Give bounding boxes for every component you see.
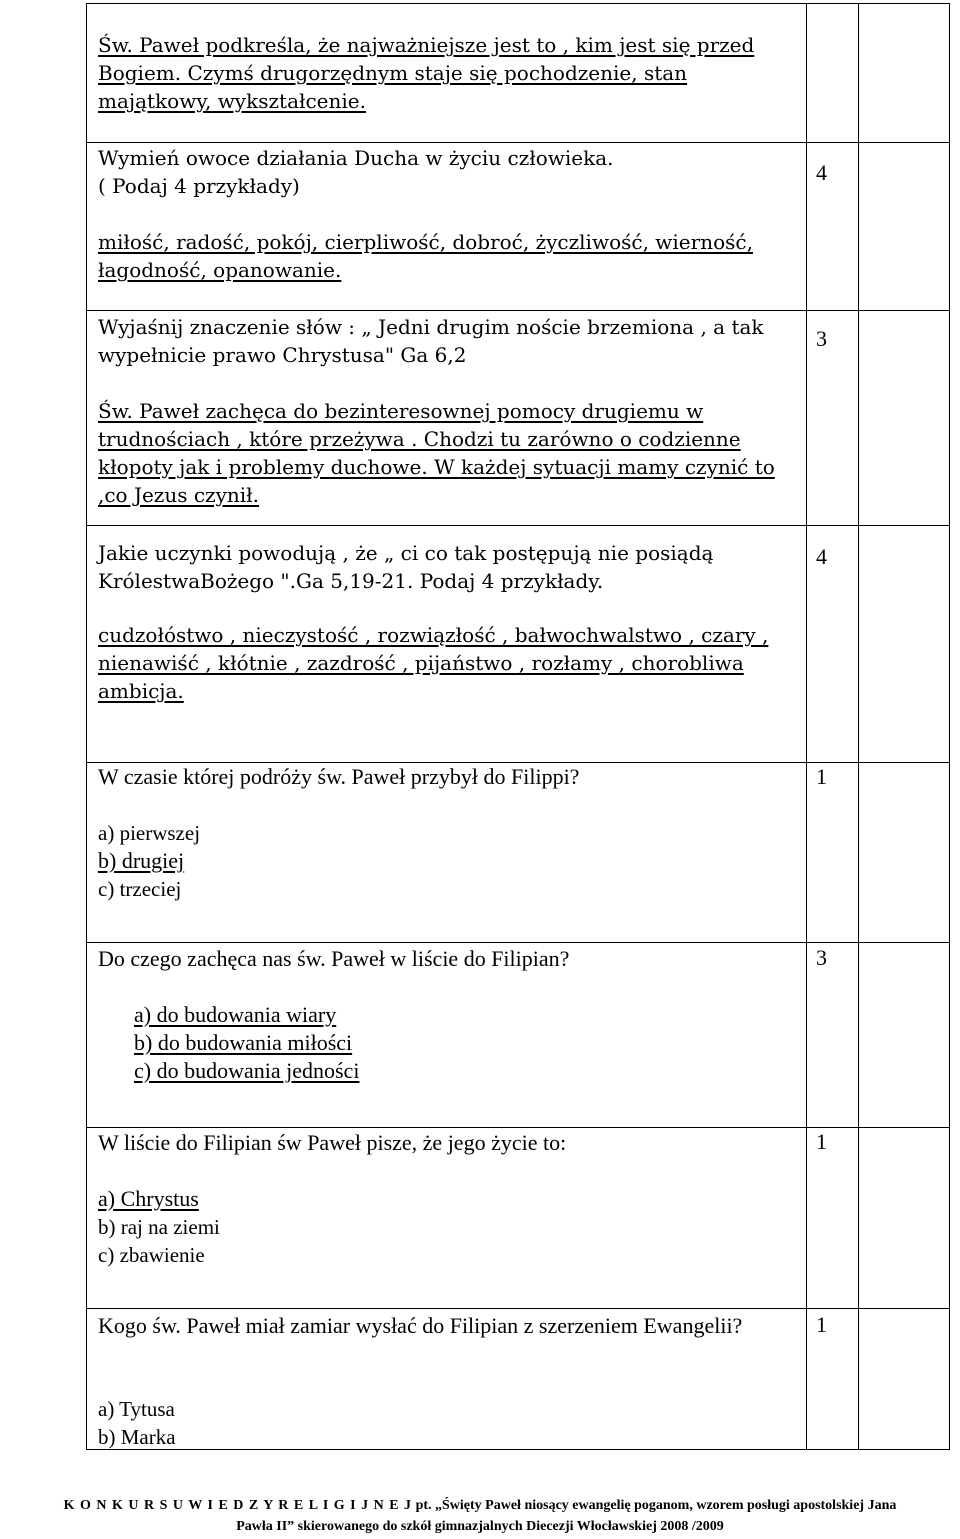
options-list: [98, 1395, 798, 1451]
options-list: [98, 1001, 834, 1085]
option-c: c) trzeciej: [98, 877, 182, 901]
answer-text: Św. Paweł zachęca do bezinteresownej pomocy drugiemu w trudnościach , które przeżywa . Chodzi tu zarówno o codzienne kłopoty jak i problemy duchowe. W każdej sytuacji mamy czynić to ,co Jezus czynił.: [98, 399, 775, 507]
points-value: 4: [816, 544, 827, 569]
row-divider: [86, 3, 950, 4]
footer-contest-name: K O N K U R S U W I E D Z Y R E L I G I J N E J: [63, 1498, 413, 1513]
row-divider: [86, 1308, 950, 1309]
answer-text: Św. Paweł podkreśla, że najważniejsze jest to , kim jest się przed Bogiem. Czymś drugorzędnym staje się pochodzenie, stan majątkowy, wykształcenie.: [98, 33, 755, 113]
option-a-correct: a) do budowania wiary: [134, 1002, 337, 1027]
row-divider: [86, 142, 950, 143]
footer-line-1: [0, 1497, 960, 1515]
question-text: Jakie uczynki powodują , że „ ci co tak postępują nie posiądą KrólestwaBożego ".Ga 5,19-21. Podaj 4 przykłady.: [98, 541, 714, 593]
answer-text: miłość, radość, pokój, cierpliwość, dobroć, życzliwość, wierność, łagodność, opanowanie.: [98, 230, 753, 282]
points-value: 1: [816, 764, 827, 789]
question-text: [98, 144, 798, 200]
question-text: W liście do Filipian św Paweł pisze, że jego życie to:: [98, 1130, 567, 1155]
column-divider: [806, 3, 807, 1449]
question-text: Do czego zachęca nas św. Paweł w liście do Filipian?: [98, 946, 570, 971]
points-value: 4: [816, 160, 827, 185]
points-value: 3: [816, 326, 827, 351]
option-a: a) pierwszej: [98, 821, 201, 845]
row-divider: [86, 310, 950, 311]
question-line: ( Podaj 4 przykłady): [98, 174, 300, 198]
question-line: Wymień owoce działania Ducha w życiu człowieka.: [98, 146, 614, 170]
options-list: [98, 819, 798, 903]
option-b-correct: b) drugiej: [98, 848, 185, 873]
row-divider: [86, 942, 950, 943]
question-text: Wyjaśnij znaczenie słów : „ Jedni drugim noście brzemiona , a tak wypełnicie prawo Chrystusa" Ga 6,2: [98, 315, 764, 367]
question-text: W czasie której podróży św. Paweł przybył do Filippi?: [98, 764, 580, 789]
answer-text: cudzołóstwo , nieczystość , rozwiązłość , bałwochwalstwo , czary , nienawiść , kłótnie , zazdrość , pijaństwo , rozłamy , chorobliwa ambicja.: [98, 623, 769, 703]
option-b: b) raj na ziemi: [98, 1215, 220, 1239]
row-divider: [86, 1127, 950, 1128]
points-value: 3: [816, 945, 827, 970]
points-value: 1: [816, 1312, 827, 1337]
row-divider: [86, 525, 950, 526]
option-b: b) Marka: [98, 1425, 176, 1449]
option-a-correct: a) Chrystus: [98, 1186, 199, 1211]
option-c: c) zbawienie: [98, 1243, 205, 1267]
column-divider: [858, 3, 859, 1449]
footer-contest-title: pt. „Święty Paweł niosący ewangelię poganom, wzorem posługi apostolskiej Jana: [415, 1498, 897, 1513]
points-value: 1: [816, 1129, 827, 1154]
question-text: Kogo św. Paweł miał zamiar wysłać do Filipian z szerzeniem Ewangelii?: [98, 1313, 743, 1338]
options-list: [98, 1185, 798, 1269]
option-b-correct: b) do budowania miłości: [134, 1030, 353, 1055]
footer-line-2: Pawła II” skierowanego do szkół gimnazjalnych Diecezji Włocławskiej 2008 /2009: [236, 1519, 724, 1534]
option-c-correct: c) do budowania jedności: [134, 1058, 360, 1083]
option-a: a) Tytusa: [98, 1397, 175, 1421]
